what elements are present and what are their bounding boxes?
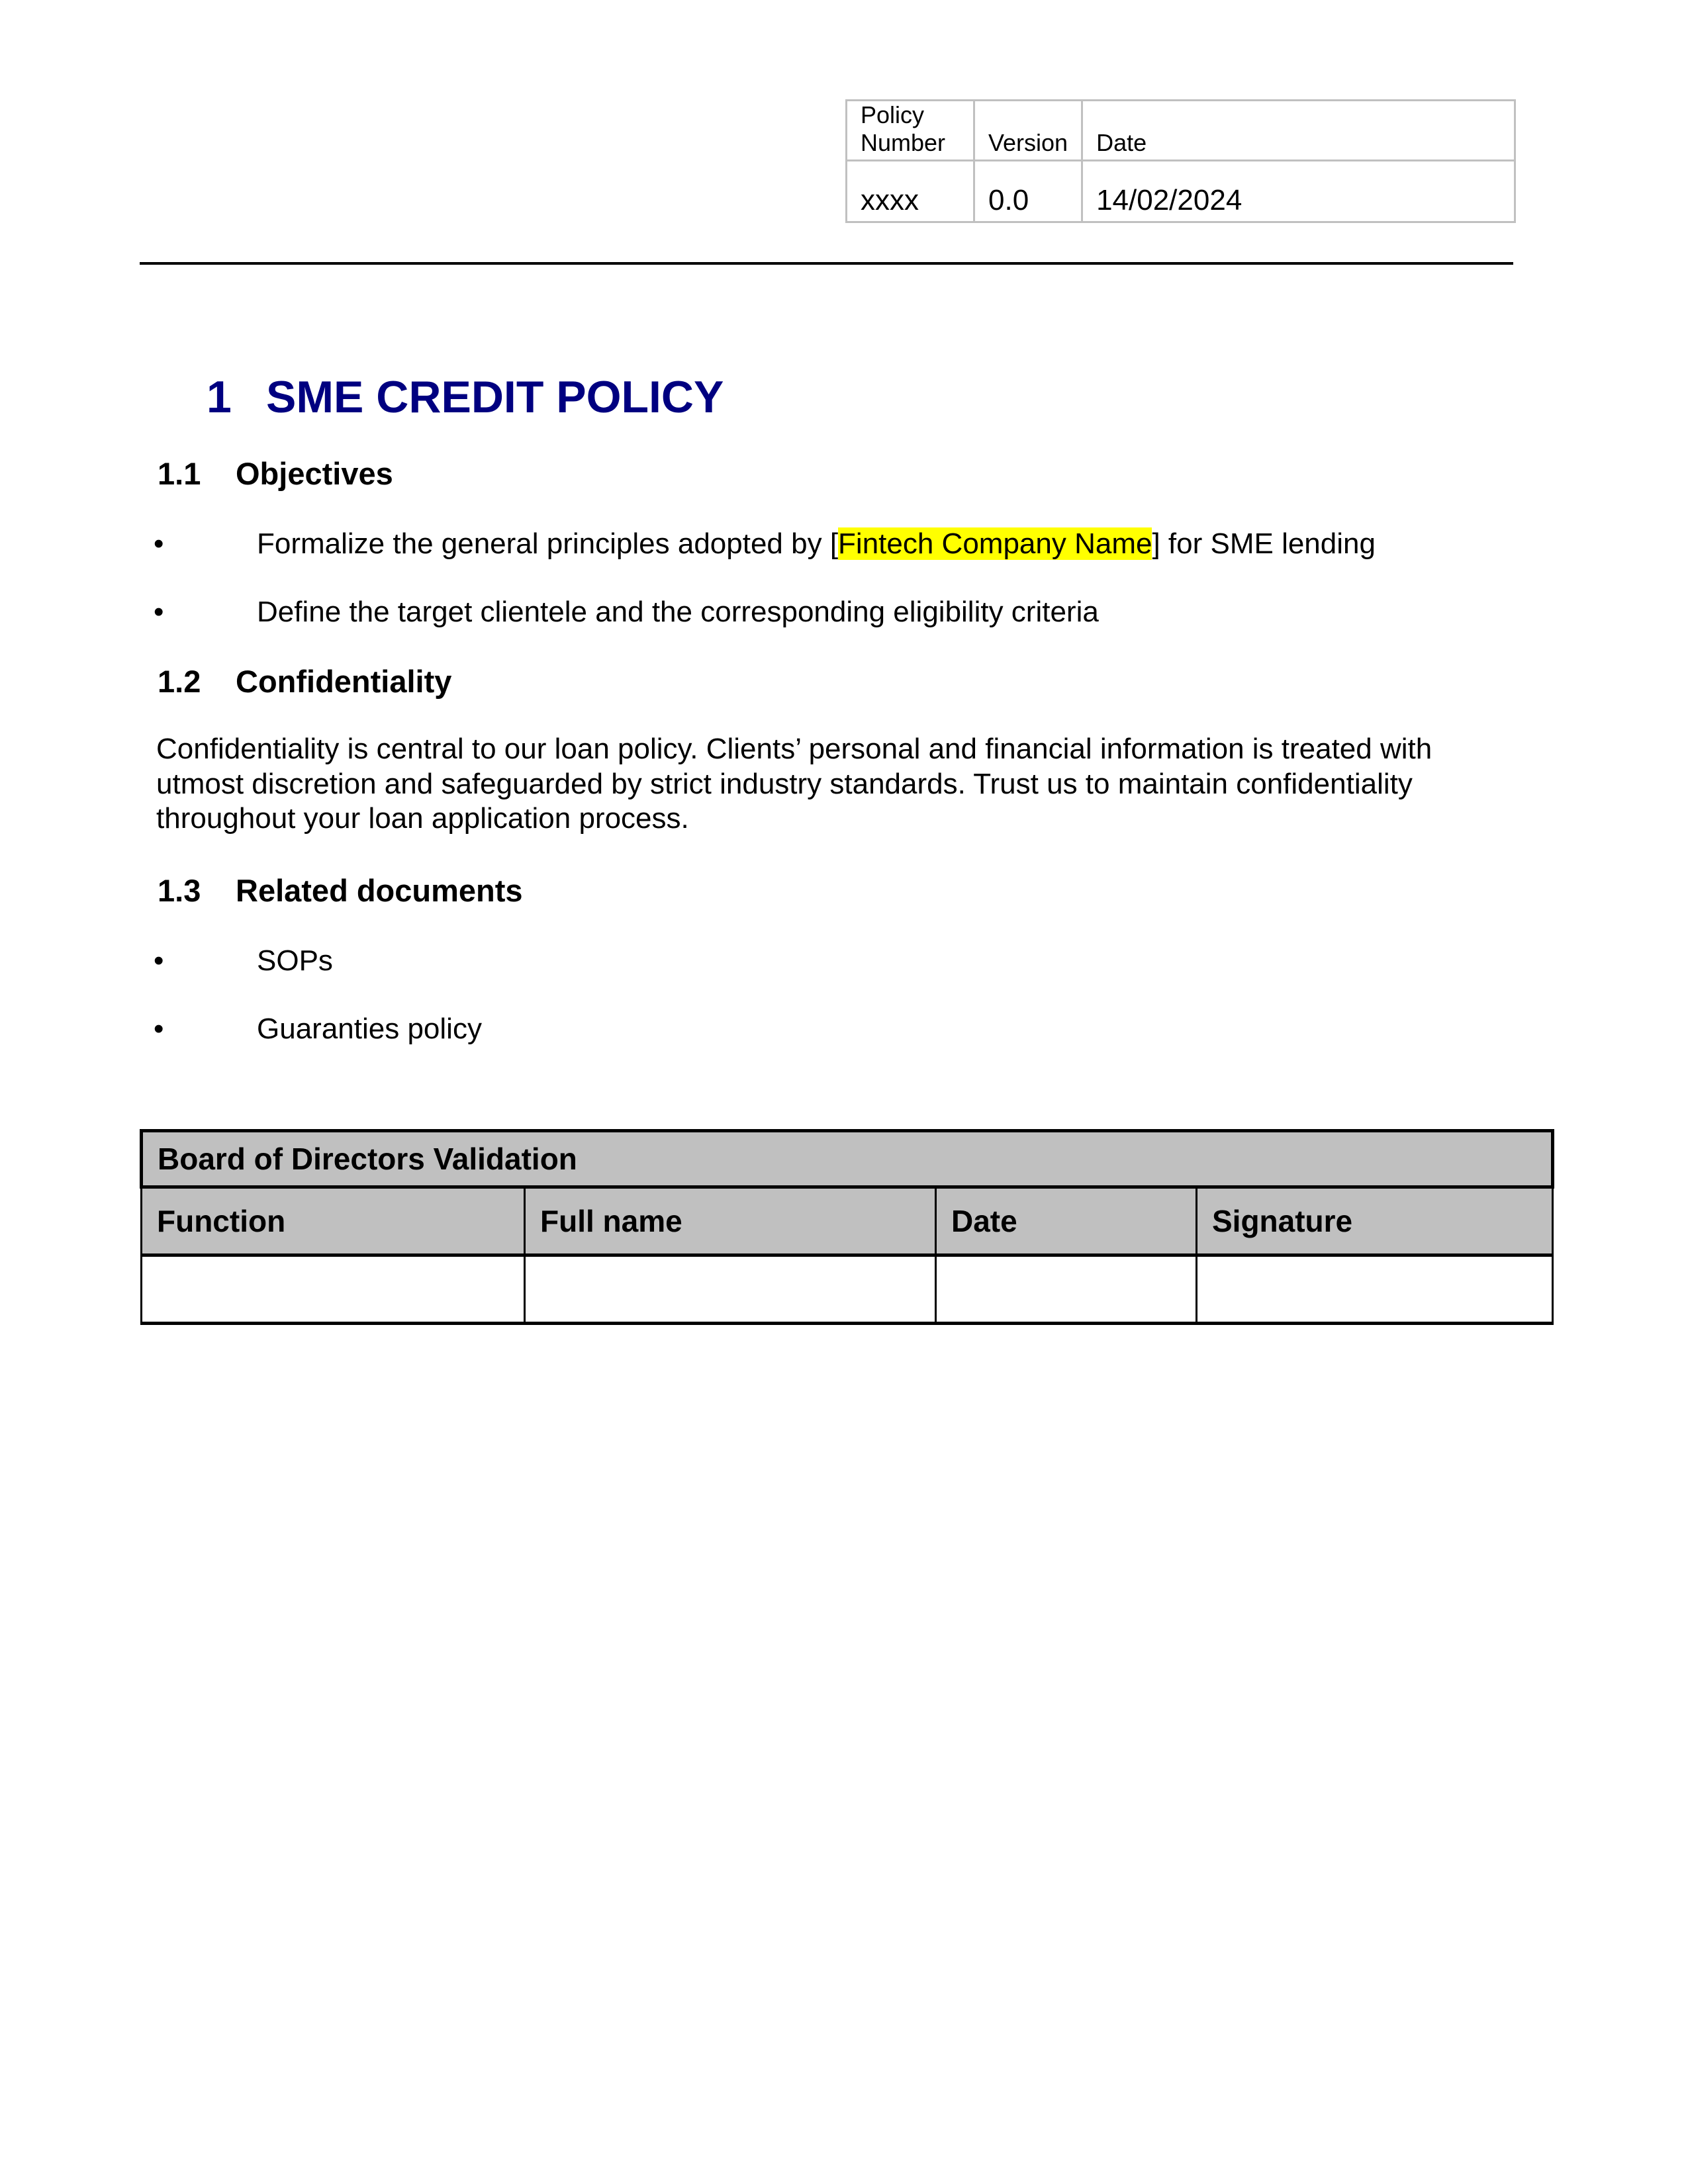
column-function: Function [142,1187,525,1255]
policy-info-table [845,99,1516,223]
signature-cell[interactable] [1197,1255,1553,1324]
bullet: • [154,527,164,560]
paragraph-line: throughout your loan application process. [156,802,689,835]
date-header: Date [1082,101,1515,161]
bullet: • [154,944,164,977]
column-full-name: Full name [525,1187,936,1255]
header-divider [140,262,1513,265]
board-validation-table [140,1129,1554,1325]
full-name-cell[interactable] [525,1255,936,1324]
version-value: 0.0 [974,161,1082,222]
bullet: • [154,1013,164,1045]
related-heading: Related documents [236,873,523,908]
paragraph-line: Confidentiality is central to our loan policy. Clients’ personal and financial information is treated with [156,733,1432,765]
section-title: SME CREDIT POLICY [266,372,724,422]
objectives-heading: Objectives [236,456,393,491]
objective-text: ] for SME lending [1152,527,1376,560]
date-cell[interactable] [936,1255,1197,1324]
related-item-guaranties: Guaranties policy [257,1013,482,1045]
board-table-title: Board of Directors Validation [142,1131,1553,1187]
version-header: Version [974,101,1082,161]
section-number: 1 [207,372,232,422]
policy-number-header: Policy Number [847,101,974,161]
paragraph-line: utmost discretion and safeguarded by strict industry standards. Trust us to maintain confidentiality [156,767,1413,800]
column-signature: Signature [1197,1187,1553,1255]
policy-number-value: xxxx [847,161,974,222]
function-cell[interactable] [142,1255,525,1324]
objective-text: Formalize the general principles adopted by [ [257,527,839,560]
objective-item-1 [257,524,1376,564]
objective-item-2: Define the target clientele and the corresponding eligibility criteria [257,596,1099,628]
bullet: • [154,596,164,628]
related-item-sops: SOPs [257,944,333,977]
confidentiality-paragraph [156,732,1432,837]
confidentiality-number: 1.2 [158,664,201,699]
date-value: 14/02/2024 [1082,161,1515,222]
column-date: Date [936,1187,1197,1255]
objectives-number: 1.1 [158,456,201,491]
related-number: 1.3 [158,873,201,908]
company-name-placeholder: Fintech Company Name [838,527,1152,560]
confidentiality-heading: Confidentiality [236,664,452,699]
